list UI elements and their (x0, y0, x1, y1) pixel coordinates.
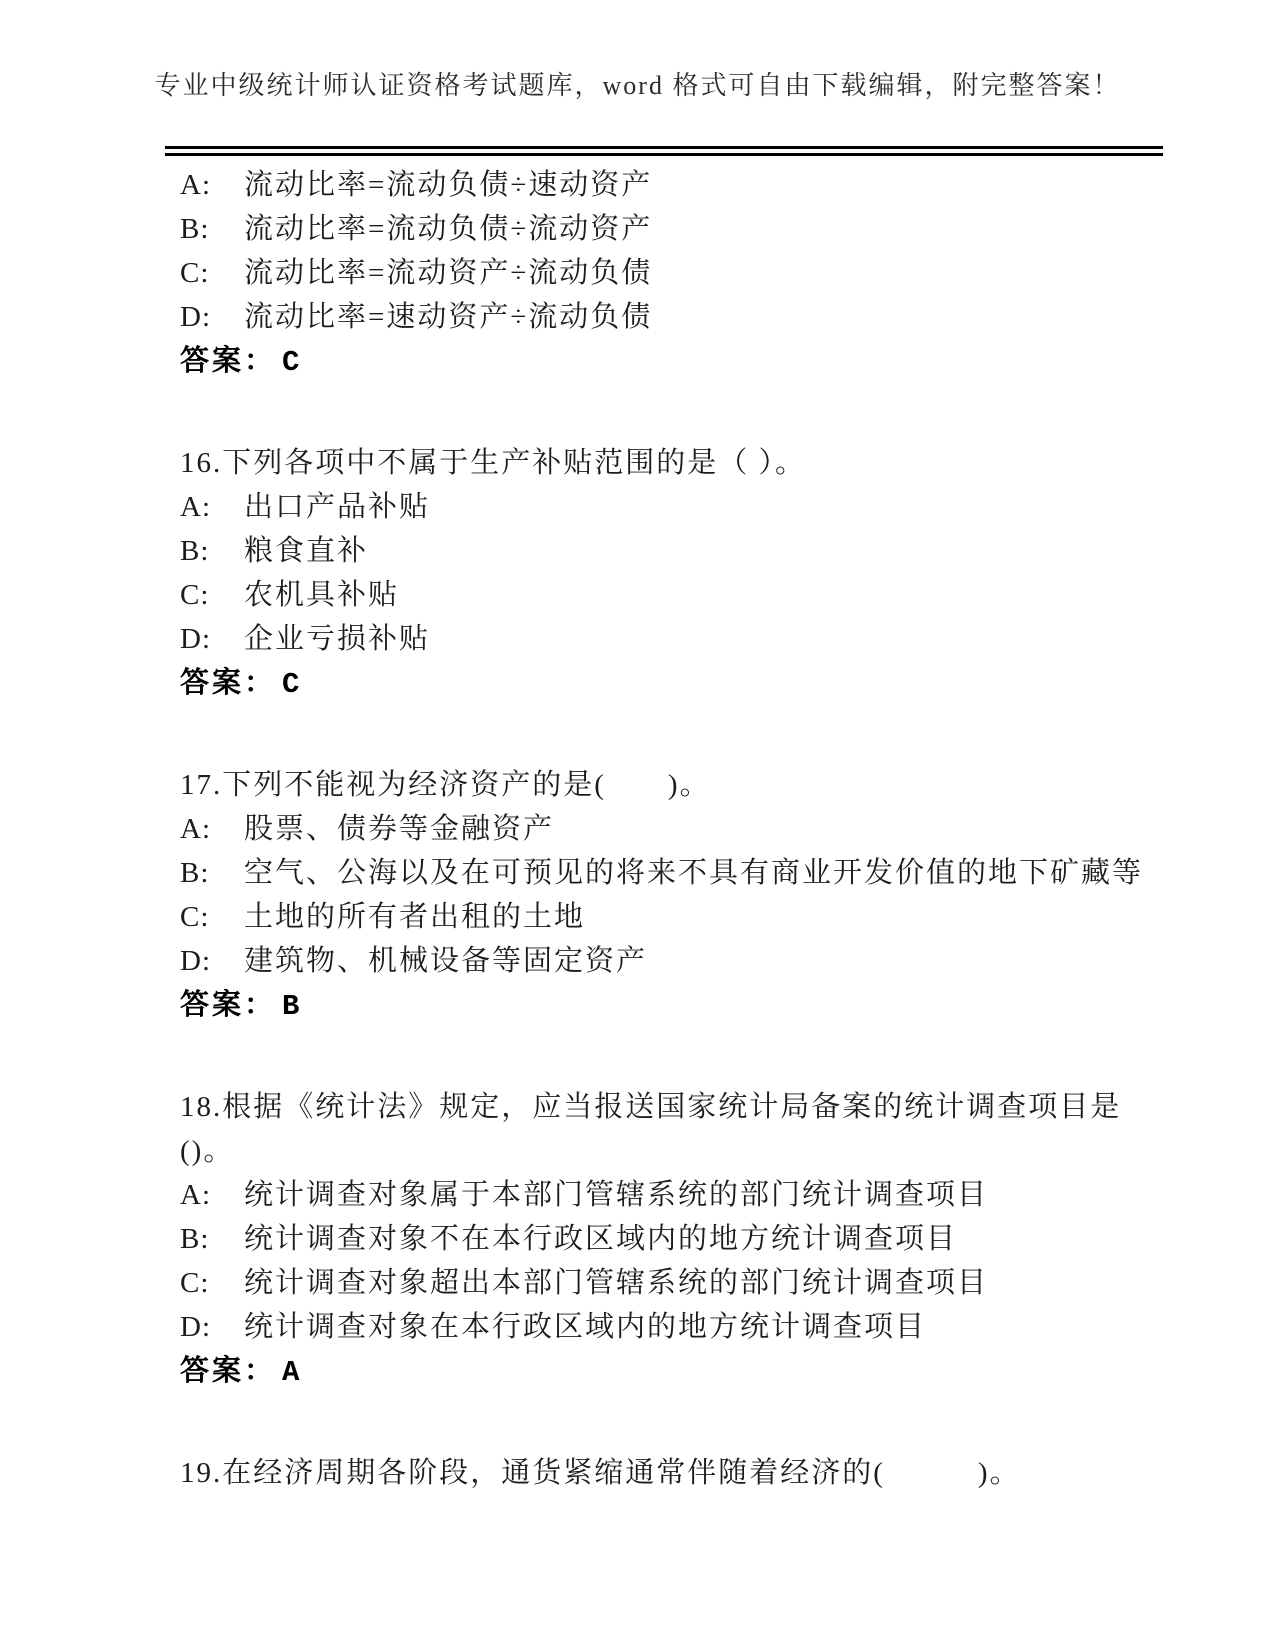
question-text: ()。 (180, 1135, 235, 1167)
option-text: 粮食直补 (244, 535, 369, 567)
option-label: B: (180, 213, 210, 245)
option-text: 农机具补贴 (244, 579, 400, 611)
answer-row (180, 983, 1145, 1029)
question-block-q15-options-continued (180, 163, 1145, 385)
option-label: B: (180, 857, 210, 889)
answer-prefix: 答案： (180, 345, 277, 377)
option-text: 统计调查对象超出本部门管辖系统的部门统计调查项目 (244, 1267, 989, 1299)
option-row (180, 295, 1145, 339)
option-row (180, 895, 1145, 939)
questions-area (180, 163, 1145, 1495)
question-text: 19.在经济周期各阶段，通货紧缩通常伴随着经济的( )。 (180, 1457, 1021, 1489)
option-text: 出口产品补贴 (244, 491, 431, 523)
option-label: C: (180, 1267, 210, 1299)
option-text: 统计调查对象不在本行政区域内的地方统计调查项目 (244, 1223, 958, 1255)
option-text: 建筑物、机械设备等固定资产 (244, 945, 648, 977)
question-block-q16 (180, 441, 1145, 707)
option-text: 流动比率=流动资产÷流动负债 (244, 257, 653, 289)
answer-prefix: 答案： (180, 1355, 277, 1387)
option-row (180, 1173, 1145, 1217)
question-block-q17 (180, 763, 1145, 1029)
page-header-title: 专业中级统计师认证资格考试题库，word 格式可自由下载编辑，附完整答案！ (154, 71, 1121, 100)
option-text: 统计调查对象在本行政区域内的地方统计调查项目 (244, 1311, 927, 1343)
option-label: A: (180, 169, 211, 201)
option-text: 流动比率=速动资产÷流动负债 (244, 301, 653, 333)
answer-value: A (282, 1356, 300, 1389)
option-label: D: (180, 301, 211, 333)
option-row (180, 485, 1145, 529)
option-text: 土地的所有者出租的土地 (244, 901, 586, 933)
option-row (180, 573, 1145, 617)
option-label: A: (180, 491, 211, 523)
answer-row (180, 661, 1145, 707)
option-label: B: (180, 535, 210, 567)
option-label: A: (180, 1179, 211, 1211)
option-row (180, 939, 1145, 983)
question-text: 18.根据《统计法》规定，应当报送国家统计局备案的统计调查项目是 (180, 1091, 1122, 1123)
question-block-q19 (180, 1451, 1145, 1495)
option-row (180, 529, 1145, 573)
option-row (180, 851, 1145, 895)
option-label: D: (180, 945, 211, 977)
option-row (180, 163, 1145, 207)
option-text: 流动比率=流动负债÷速动资产 (244, 169, 653, 201)
option-row (180, 1261, 1145, 1305)
option-label: C: (180, 257, 210, 289)
option-label: C: (180, 901, 210, 933)
header-double-rule (165, 146, 1163, 156)
answer-prefix: 答案： (180, 667, 277, 699)
option-row (180, 251, 1145, 295)
answer-value: C (282, 668, 300, 701)
option-label: D: (180, 623, 211, 655)
option-label: A: (180, 813, 211, 845)
option-text: 企业亏损补贴 (244, 623, 431, 655)
answer-value: B (282, 990, 300, 1023)
answer-row (180, 339, 1145, 385)
option-label: C: (180, 579, 210, 611)
answer-prefix: 答案： (180, 989, 277, 1021)
option-text: 股票、债券等金融资产 (244, 813, 555, 845)
question-text: 16.下列各项中不属于生产补贴范围的是（ ）。 (180, 447, 807, 479)
option-text: 流动比率=流动负债÷流动资产 (244, 213, 653, 245)
option-text: 统计调查对象属于本部门管辖系统的部门统计调查项目 (244, 1179, 989, 1211)
question-text: 17.下列不能视为经济资产的是( )。 (180, 769, 711, 801)
option-row (180, 1217, 1145, 1261)
option-row (180, 617, 1145, 661)
answer-value: C (282, 346, 300, 379)
answer-row (180, 1349, 1145, 1395)
option-label: D: (180, 1311, 211, 1343)
option-label: B: (180, 1223, 210, 1255)
option-row (180, 207, 1145, 251)
option-row (180, 807, 1145, 851)
option-row (180, 1305, 1145, 1349)
question-block-q18 (180, 1085, 1145, 1395)
option-text: 空气、公海以及在可预见的将来不具有商业开发价值的地下矿藏等 (244, 857, 1144, 889)
